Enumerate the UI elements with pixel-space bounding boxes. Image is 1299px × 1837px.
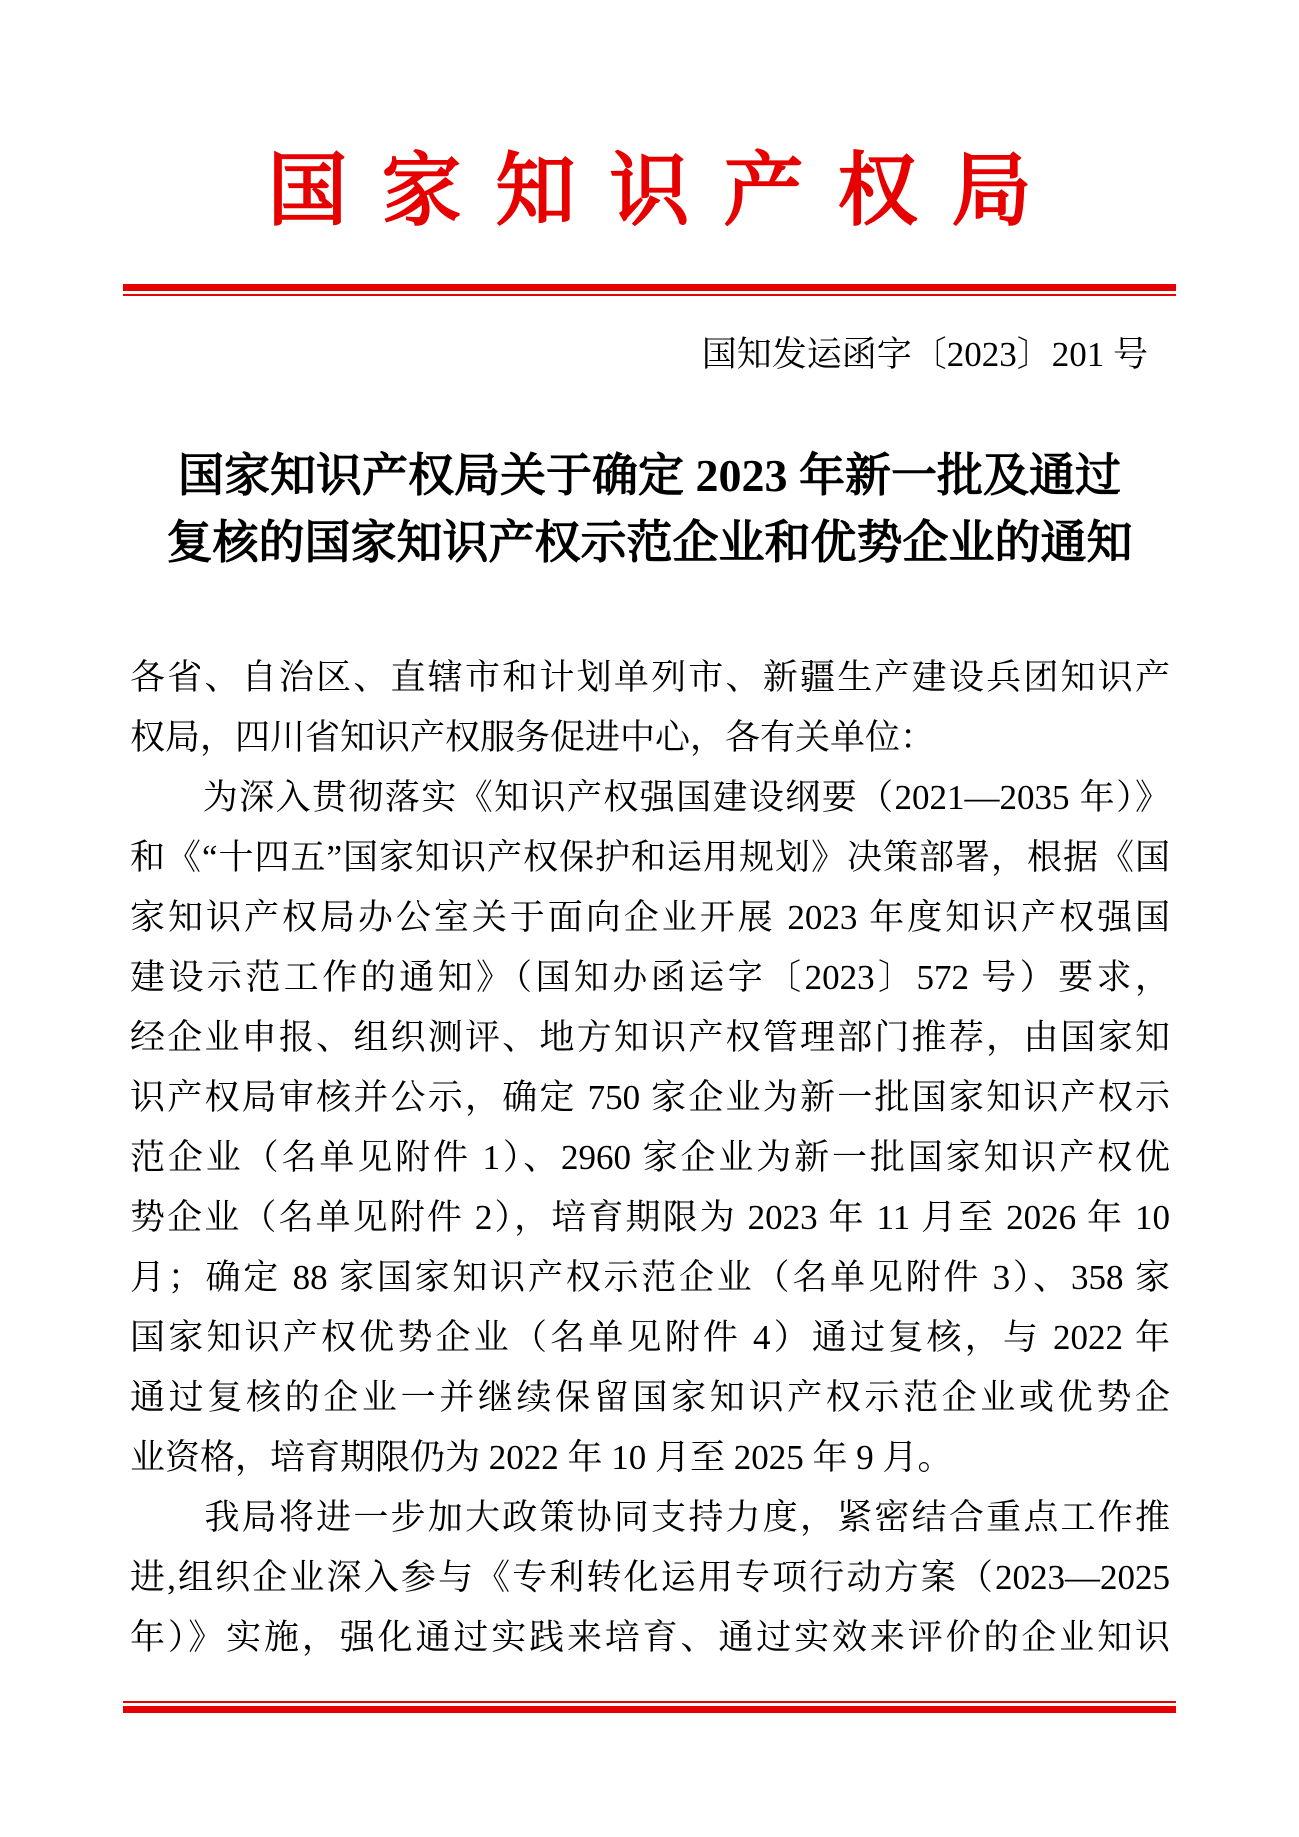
document-title-line-1: 国家知识产权局关于确定 2023 年新一批及通过 bbox=[178, 450, 1121, 501]
footer-double-rule bbox=[123, 1701, 1176, 1713]
body-line: 业资格，培育期限仍为 2022 年 10 月至 2025 年 9 月。 bbox=[130, 1438, 953, 1477]
body-line: 各省、自治区、直辖市和计划单列市、新疆生产建设兵团知识产 bbox=[130, 658, 1170, 697]
body-line: 势企业（名单见附件 2），培育期限为 2023 年 11 月至 2026 年 10 bbox=[130, 1198, 1170, 1237]
body-text bbox=[130, 648, 1170, 1668]
document-title-line-2: 复核的国家知识产权示范企业和优势企业的通知 bbox=[166, 517, 1133, 568]
body-line: 范企业（名单见附件 1）、2960 家企业为新一批国家知识产权优 bbox=[130, 1138, 1170, 1177]
footer-rule-thick-bar bbox=[123, 1706, 1176, 1713]
letterhead-org-name: 国家知识产权局 bbox=[267, 148, 1066, 236]
body-line: 通过复核的企业一并继续保留国家知识产权示范企业或优势企 bbox=[130, 1378, 1170, 1417]
body-line: 为深入贯彻落实《知识产权强国建设纲要（2021—2035 年）》 bbox=[130, 778, 1170, 817]
body-line: 我局将进一步加大政策协同支持力度，紧密结合重点工作推 bbox=[130, 1498, 1170, 1537]
body-line: 和《“十四五”国家知识产权保护和运用规划》决策部署，根据《国 bbox=[130, 838, 1170, 877]
document-title bbox=[113, 442, 1186, 576]
body-line: 识产权局审核并公示，确定 750 家企业为新一批国家知识产权示 bbox=[130, 1078, 1170, 1117]
header-double-rule bbox=[123, 284, 1176, 296]
body-line: 建设示范工作的通知》（国知办函运字〔2023〕572 号）要求， bbox=[130, 958, 1170, 997]
body-line: 进,组织企业深入参与《专利转化运用专项行动方案（2023—2025 bbox=[130, 1558, 1170, 1597]
header-rule-thin-bar bbox=[123, 294, 1176, 296]
body-line: 国家知识产权优势企业（名单见附件 4）通过复核，与 2022 年 bbox=[130, 1318, 1170, 1357]
body-line: 经企业申报、组织测评、地方知识产权管理部门推荐，由国家知 bbox=[130, 1018, 1170, 1057]
body-line: 年）》实施，强化通过实践来培育、通过实效来评价的企业知识 bbox=[130, 1618, 1170, 1657]
header-rule-thick-bar bbox=[123, 284, 1176, 291]
body-line: 家知识产权局办公室关于面向企业开展 2023 年度知识产权强国 bbox=[130, 898, 1170, 937]
body-line: 月；确定 88 家国家知识产权示范企业（名单见附件 3）、358 家 bbox=[130, 1258, 1170, 1297]
body-line: 权局，四川省知识产权服务促进中心，各有关单位： bbox=[130, 718, 936, 757]
document-number: 国知发运函字〔2023〕201 号 bbox=[701, 335, 1148, 374]
